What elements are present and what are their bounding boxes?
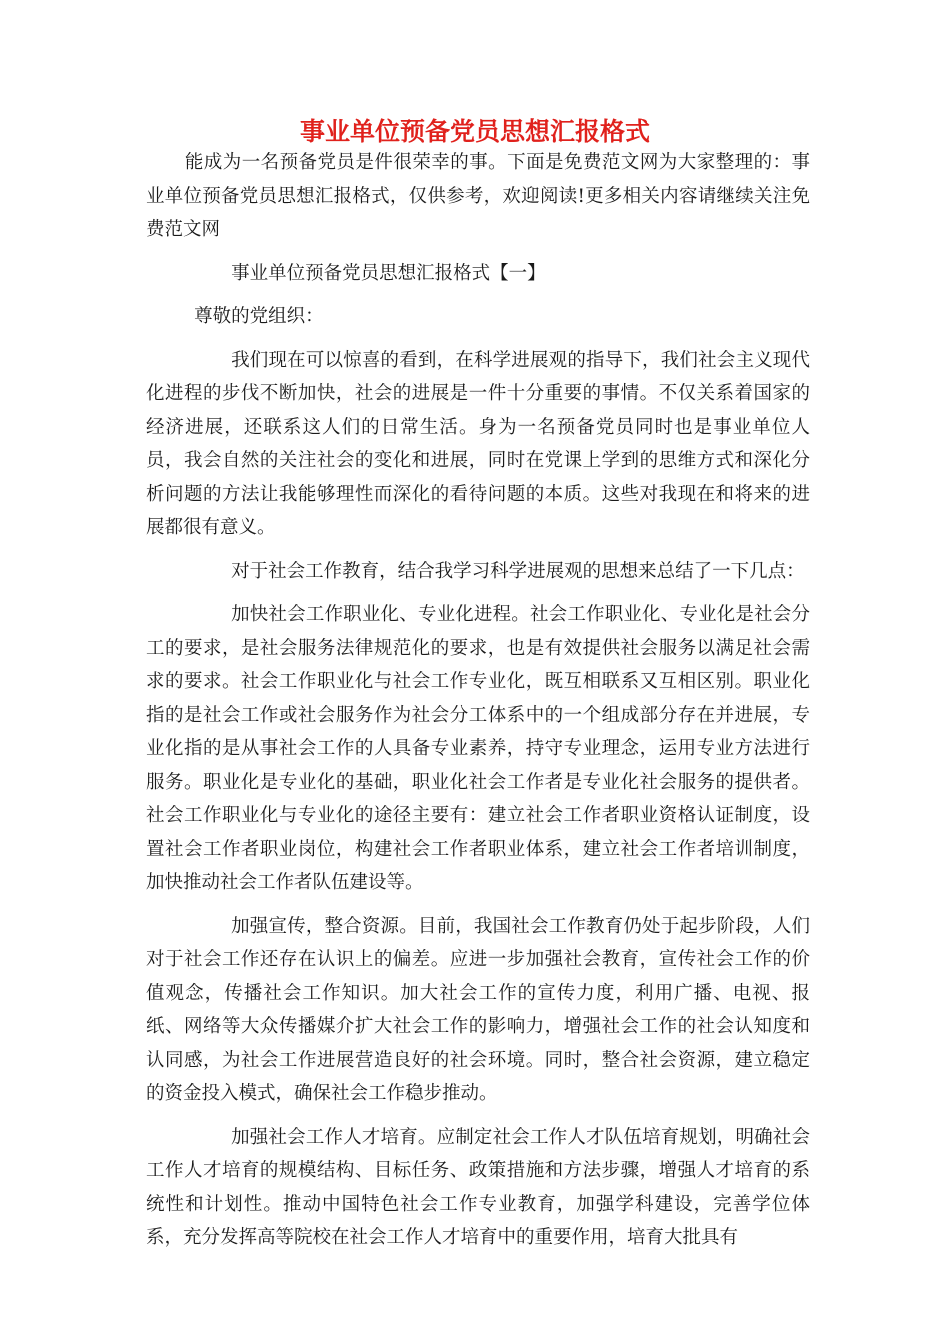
section-subheading: 事业单位预备党员思想汇报格式【一】 [231, 262, 546, 284]
salutation: 尊敬的党组织： [194, 306, 324, 327]
body-paragraph: 我们现在可以惊喜的看到，在科学进展观的指导下，我们社会主义现代化进程的步伐不断加快，社会的进展是一件十分重要的事情。不仅关系着国家的经济进展，还联系这人们的日常生活。身为一名预备党员同时也是事业单位人员，我会自然的关注社会的变化和进展，同时在党课上学到的思维方式和深化分析问题的方法让我能够理性而深化的看待问题的本质。这些对我现在和将来的进展都很有意义。 [146, 349, 810, 538]
document-title: 事业单位预备党员思想汇报格式 [299, 117, 650, 146]
intro-paragraph: 能成为一名预备党员是件很荣幸的事。下面是免费范文网为大家整理的：事业单位预备党员思想汇报格式，仅供参考，欢迎阅读!更多相关内容请继续关注免费范文网 [146, 152, 810, 240]
document-body [146, 146, 810, 1255]
body-paragraph: 加快社会工作职业化、专业化进程。社会工作职业化、专业化是社会分工的要求，是社会服务法律规范化的要求，也是有效提供社会服务以满足社会需求的要求。社会工作职业化与社会工作专业化，既互相联系又互相区别。职业化指的是社会工作或社会服务作为社会分工体系中的一个组成部分存在并进展，专业化指的是从事社会工作的人具备专业素养，持守专业理念，运用专业方法进行服务。职业化是专业化的基础，职业化社会工作者是专业化社会服务的提供者。社会工作职业化与专业化的途径主要有：建立社会工作者职业资格认证制度，设置社会工作者职业岗位，构建社会工作者职业体系，建立社会工作者培训制度，加快推动社会工作者队伍建设等。 [146, 604, 810, 893]
body-paragraph: 加强社会工作人才培育。应制定社会工作人才队伍培育规划，明确社会工作人才培育的规模结构、目标任务、政策措施和方法步骤，增强人才培育的系统性和计划性。推动中国特色社会工作专业教育，加强学科建设，完善学位体系，充分发挥高等院校在社会工作人才培育中的重要作用，培育大批具有 [146, 1126, 810, 1248]
body-paragraph: 加强宣传，整合资源。目前，我国社会工作教育仍处于起步阶段，人们对于社会工作还存在认识上的偏差。应进一步加强社会教育，宣传社会工作的价值观念，传播社会工作知识。加大社会工作的宣传力度，利用广播、电视、报纸、网络等大众传播媒介扩大社会工作的影响力，增强社会工作的社会认知度和认同感，为社会工作进展营造良好的社会环境。同时，整合社会资源，建立稳定的资金投入模式，确保社会工作稳步推动。 [146, 915, 810, 1104]
body-paragraph: 对于社会工作教育，结合我学习科学进展观的思想来总结了一下几点： [231, 560, 805, 582]
